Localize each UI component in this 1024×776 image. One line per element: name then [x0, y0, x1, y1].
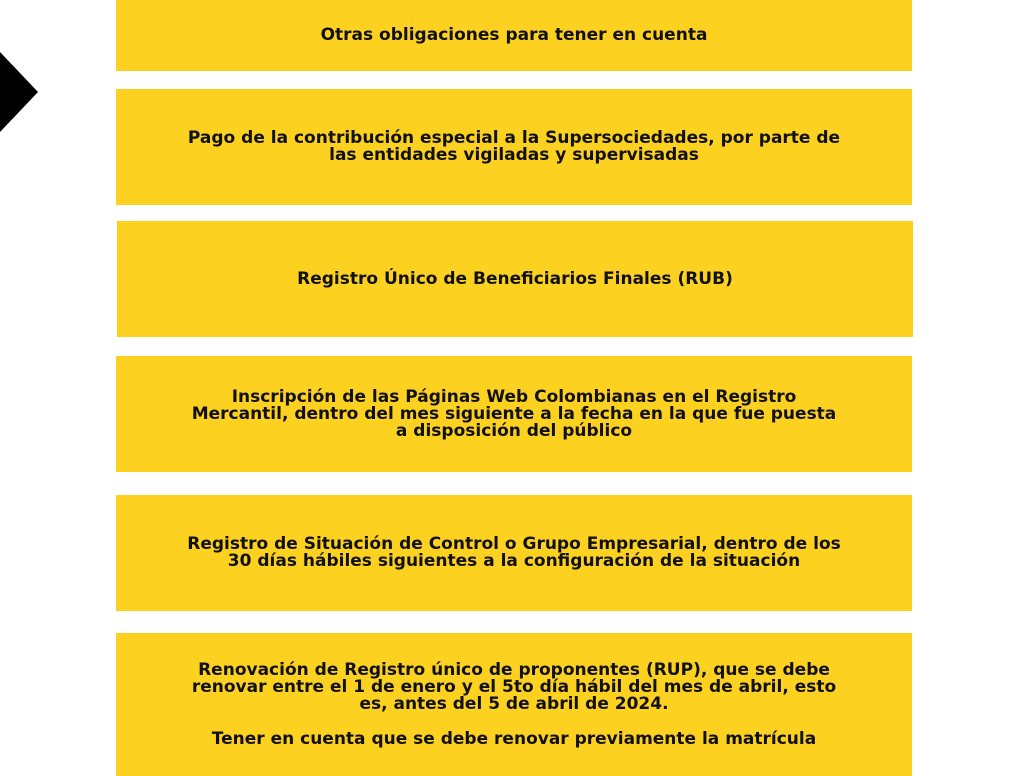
obligation-text: Renovación de Registro único de proponentes (RUP), que se debe renovar entre el 1 de enero y el 5to día hábil del mes de abril, esto es, antes del 5 de abril de 2024. — [191, 659, 837, 714]
obligation-text: Pago de la contribución especial a la Supersociedades, por parte de las entidades vigiladas y supervisadas — [187, 128, 841, 165]
obligation-item — [117, 221, 913, 337]
obligation-text: Registro de Situación de Control o Grupo Empresarial, dentro de los 30 días hábiles siguientes a la configuración de la situación — [187, 534, 841, 571]
header-banner — [116, 0, 912, 71]
section-title: Otras obligaciones para tener en cuenta — [320, 25, 708, 45]
chevron-right-icon — [0, 52, 38, 132]
obligation-text: Registro Único de Beneficiarios Finales (RUB) — [297, 268, 733, 289]
obligation-item — [116, 89, 912, 205]
obligation-text: Inscripción de las Páginas Web Colombianas en el Registro Mercantil, dentro del mes siguiente a la fecha en la que fue puesta a disposición del público — [191, 386, 837, 441]
obligation-note: Tener en cuenta que se debe renovar previamente la matrícula — [211, 728, 817, 749]
obligation-item — [116, 495, 912, 611]
obligation-item — [116, 633, 912, 776]
obligation-item — [116, 356, 912, 472]
